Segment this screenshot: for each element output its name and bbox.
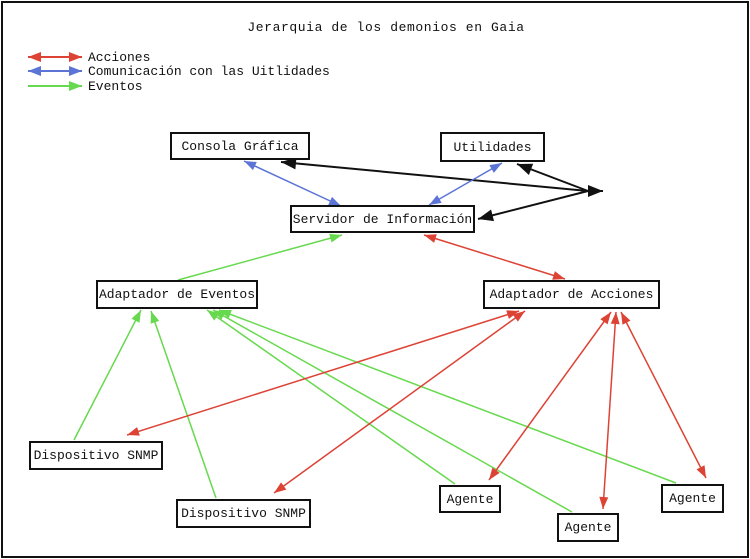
node-label: Agente — [446, 491, 494, 507]
node-agente-3 — [661, 484, 724, 513]
node-dispositivo-snmp-1 — [29, 441, 163, 470]
node-label: Consola Gráfica — [181, 138, 299, 154]
node-agente-1 — [439, 485, 501, 513]
diagram-title: Jerarquia de los demonios en Gaia — [247, 20, 525, 35]
node-label: Dispositivo SNMP — [181, 506, 306, 521]
node-label: Agente — [669, 491, 716, 506]
node-label: Utilidades — [453, 139, 532, 155]
node-label: Adaptador de Eventos — [98, 287, 256, 302]
node-servidor-informacion — [290, 205, 475, 233]
node-utilidades — [440, 132, 545, 162]
node-label: Agente — [564, 520, 612, 535]
node-agente-2 — [557, 513, 619, 542]
node-adaptador-eventos — [96, 280, 258, 309]
node-dispositivo-snmp-2 — [176, 499, 311, 528]
node-label: Servidor de Información — [292, 211, 473, 227]
legend-label-acciones: Acciones — [88, 50, 151, 65]
node-consola-grafica — [170, 132, 310, 160]
legend-label-eventos: Eventos — [88, 79, 143, 94]
node-adaptador-acciones — [483, 280, 660, 309]
node-label: Dispositivo SNMP — [33, 448, 159, 463]
legend-label-comunicacion: Comunicación con las Uitlidades — [88, 64, 330, 79]
node-label: Adaptador de Acciones — [489, 287, 654, 302]
